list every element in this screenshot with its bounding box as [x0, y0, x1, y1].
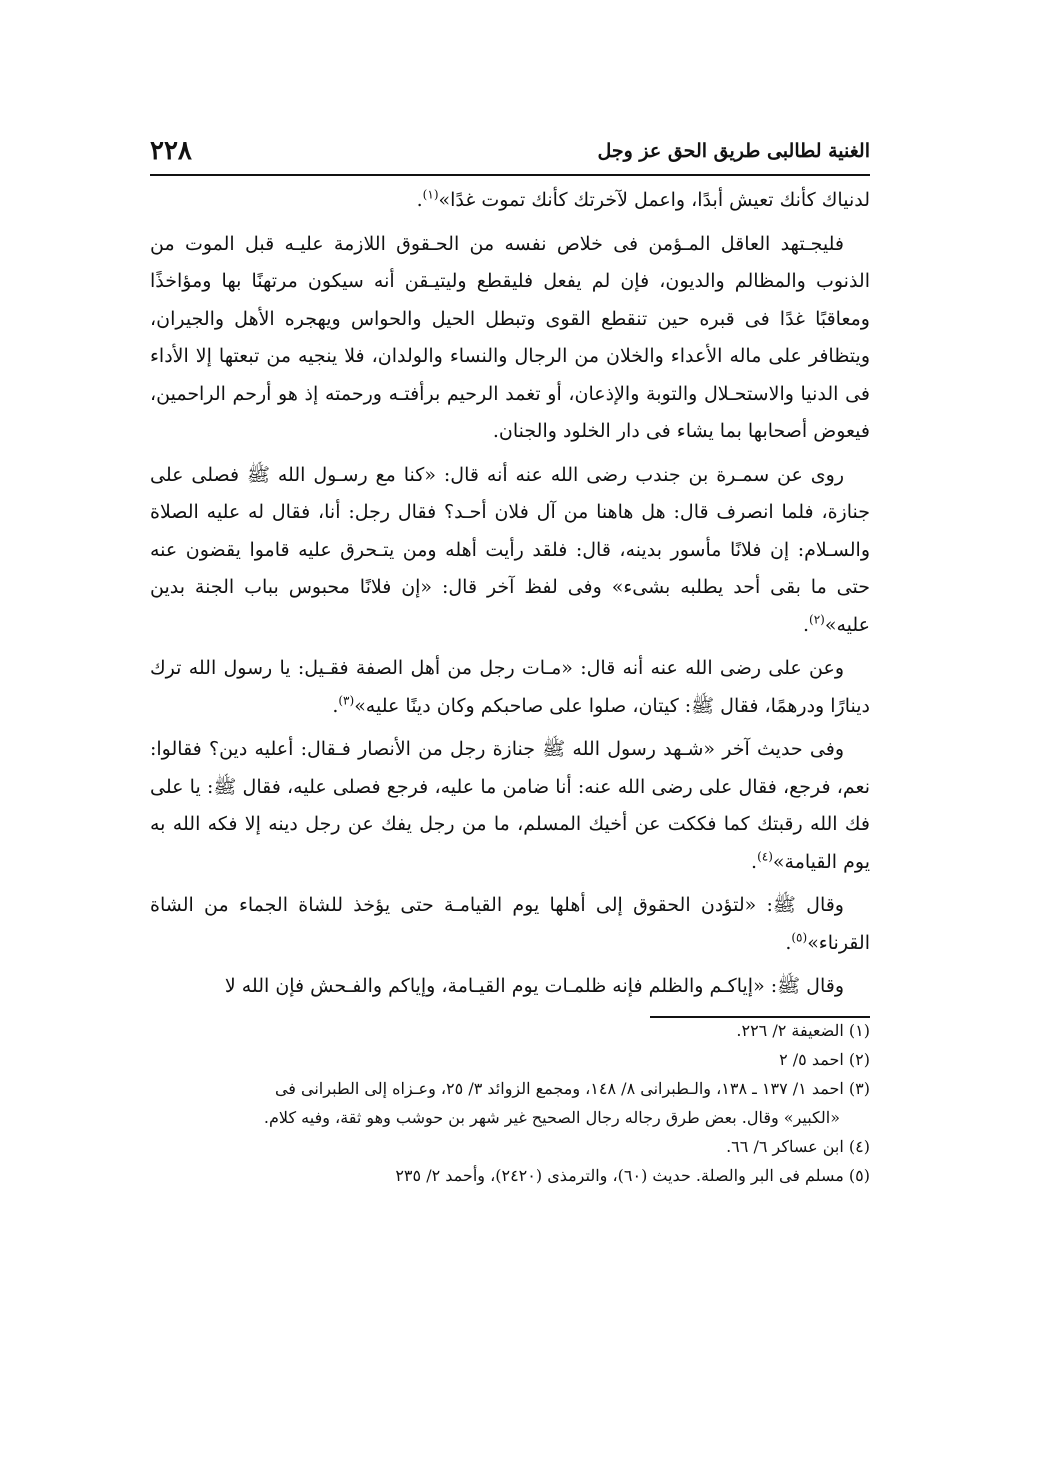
footnote-5 — [150, 1161, 870, 1190]
footnotes — [150, 1016, 870, 1190]
paragraph-text: وقال ﷺ: «لتؤدن الحقوق إلى أهلها يوم القيامـة حتى يؤخذ للشاة الجماء من الشاة القرناء» — [150, 894, 870, 954]
paragraph-end: . — [785, 931, 792, 954]
paragraph-text: وقال ﷺ: «إياكـم والظلم فإنه ظلمـات يوم القيـامة، وإياكم والفـحش فإن الله لا — [224, 975, 844, 997]
page-number: ٢٢٨ — [150, 136, 192, 166]
paragraph-text: روى عن سمـرة بن جندب رضى الله عنه أنه قال: «كنا مع رسـول الله ﷺ فصلى على جنازة، فلما انصرف قال: هل هاهنا من آل فلان أحـد؟ فقال رجل: أنا، فقال له عليه الصلاة والسـلام: إن فلانًا مأسور بدينه، قال: فلقد رأيت أهله ومن يتـحرق عليه قاموا يقضون عنه حتى ما بقى أحد يطلبه بشىء» وفى لفظ آخر قال: «إن فلانًا محبوس بباب الجنة بدين عليه» — [150, 463, 870, 636]
footnote-ref[interactable]: (١) — [422, 187, 439, 202]
footnote-2 — [150, 1045, 870, 1074]
footnote-text: (٤) ابن عساكر ٦/ ٦٦. — [726, 1136, 870, 1156]
paragraph-end: . — [416, 189, 423, 211]
paragraph-text: لدنياك كأنك تعيش أبدًا، واعمل لآخرتك كأنك تموت غدًا» — [438, 189, 870, 211]
footnote-ref[interactable]: (٤) — [757, 849, 773, 864]
footnote-1 — [150, 1016, 870, 1045]
footnote-text: (١) الضعيفة ٢/ ٢٢٦. — [736, 1020, 870, 1040]
footnote-ref[interactable]: (٥) — [791, 930, 808, 945]
paragraph-3 — [150, 457, 870, 645]
paragraph-4 — [150, 650, 870, 725]
paragraph-end: . — [332, 694, 339, 717]
paragraph-6 — [150, 887, 870, 962]
paragraph-end: . — [751, 850, 758, 873]
header-rule — [150, 174, 870, 176]
paragraph-1 — [150, 182, 870, 220]
paragraph-7 — [150, 968, 870, 1006]
footnote-ref[interactable]: (٢) — [809, 612, 825, 627]
paragraph-5 — [150, 731, 870, 881]
page-header — [150, 130, 870, 174]
paragraph-2 — [150, 226, 870, 451]
running-title: الغنية لطالبى طريق الحق عز وجل — [597, 140, 870, 162]
footnote-text: (٢) احمد ٥/ ٢ — [779, 1049, 870, 1069]
paragraph-end: . — [802, 613, 809, 636]
paragraph-text: وعن على رضى الله عنه أنه قال: «مـات رجل من أهل الصفة فقـيل: يا رسول الله ترك دينارًا ودرهمًا، فقال ﷺ: كيتان، صلوا على صاحبكم وكان دينًا عليه» — [150, 657, 870, 717]
footnote-text: (٣) احمد ١/ ١٣٧ ـ ١٣٨، والـطبرانى ٨/ ١٤٨، ومجمع الزوائد ٣/ ٢٥، وعـزاه إلى الطبرانى فى — [274, 1078, 870, 1098]
footnote-4 — [150, 1132, 870, 1161]
footnote-3 — [150, 1074, 870, 1132]
paragraph-text: وفى حديث آخر «شـهد رسول الله ﷺ جنازة رجل من الأنصار فـقال: أعليه دين؟ فقالوا: نعم، فرجع، فقال على رضى الله عنه: أنا ضامن ما عليه، فرجع فصلى عليه، فقال ﷺ: يا على فك الله رقبتك كما فككت عن أخيك المسلم، ما من رجل يفك عن رجل دينه إلا فكه الله به يوم القيامة» — [150, 738, 870, 873]
footnote-ref[interactable]: (٣) — [338, 693, 355, 708]
paragraph-text: فليجـتهد العاقل المـؤمن فى خلاص نفسه من الحـقوق اللازمة عليـه قبل الموت من الذنوب والمظالم والديون، فإن لم يفعل فليقطع وليتيـقن أنه سيكون مرتهنًا بها ومؤاخذًا ومعاقبًا غدًا فى قبره حين تنقطع القوى وتبطل الحيل والحواس ويهجره الأهل والجيران، ويتظافر على ماله الأعداء والخلان من الرجال والنساء والولدان، فلا ينجيه من تبعتها إلا الأداء فى الدنيا والاستحـلال والتوبة والإذعان، أو تغمد الرحيم برأفتـه ورحمته إذ هو أرحم الراحمين، فيعوض أصحابها بما يشاء فى دار الخلود والجنان. — [150, 232, 870, 442]
body-text — [150, 182, 870, 1006]
footnote-text: (٥) مسلم فى البر والصلة. حديث (٦٠)، والترمذى (٢٤٢٠)، وأحمد ٢/ ٢٣٥ — [395, 1165, 870, 1185]
book-page — [150, 130, 870, 1190]
footnote-continuation: «الكبير» وقال. بعض طرق رجاله رجال الصحيح غير شهر بن حوشب وهو ثقة، وفيه كلام. — [263, 1107, 840, 1127]
